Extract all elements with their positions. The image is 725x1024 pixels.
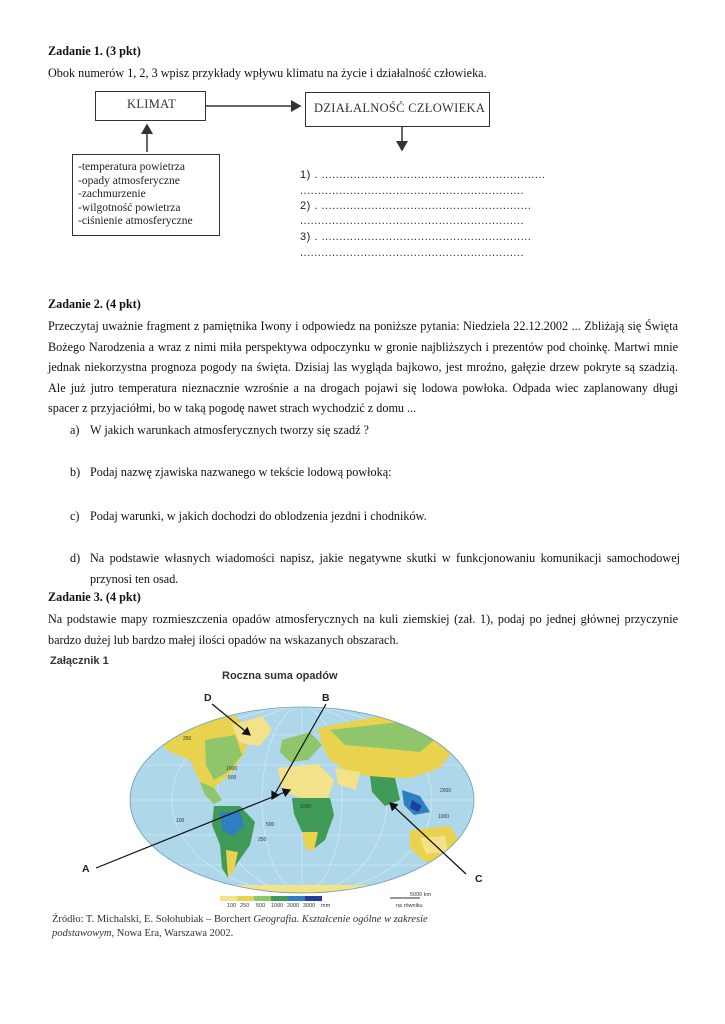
factor-item: -zachmurzenie [78,188,146,200]
isoline-label: 2000 [440,788,452,794]
legend-value: 1000 [271,903,284,909]
answer-line-2b[interactable]: ............................................................... [300,215,525,227]
source-title: Geografia. Kształcenie ogólne w zakresie podstawowym [52,914,428,939]
factor-item: -opady atmosferyczne [78,174,180,187]
legend-swatch [305,896,322,901]
land-masses [130,707,474,893]
question-label: a) [70,423,80,437]
isoline-label: 100 [176,818,185,824]
legend-value: 250 [240,903,250,909]
climate-box-label: KLIMAT [127,97,177,111]
isoline-label: 250 [258,837,267,843]
question-label: c) [70,509,80,523]
question-text: Na podstawie własnych wiadomości napisz, jakie negatywne skutki w funkcjonowaniu komunikacji samochodowej przynosi ten osad. [90,551,680,586]
legend-swatch [271,896,288,901]
human-activity-box-label: DZIAŁALNOŚĆ CZŁOWIEKA [314,101,486,115]
task3-instruction: Na podstawie mapy rozmieszczenia opadów atmosferycznych na kuli ziemskiej (zał. 1), podaj po jednej głównej przyczynie bardzo dużej lub bardzo małej ilości opadów na wskazanych obszarach. [48,612,678,647]
factor-item: -temperatura powietrza [78,161,185,173]
legend-value: 500 [256,903,266,909]
legend-unit: mm [321,903,331,909]
legend-swatch [220,896,237,901]
marker-d: D [204,692,212,704]
isoline-label: 1000 [438,814,450,820]
isoline-label: 500 [228,775,237,781]
map-title: Roczna suma opadów [222,670,338,682]
isoline-label: 1000 [226,766,238,772]
question-label: d) [70,551,81,565]
legend-swatch [288,896,305,901]
factor-item: -ciśnienie atmosferyczne [78,215,193,227]
legend-value: 100 [227,903,237,909]
marker-c: C [475,873,483,885]
answer-line-1[interactable]: 1) . ............................................................... [300,169,546,181]
isoline-label: 1000 [300,804,312,810]
task2-diary-text: Przeczytaj uważnie fragment z pamiętnika Iwony i odpowiedz na poniższe pytania: Niedziela 22.12.2002 ... Zbliżają się Święta Bożego Narodzenia a wraz z nimi miła perspektywa odpoczynku w gronie najbliższych i prezentów pod choinkę. Martwi mnie jednak niekorzystna prognoza pogody na święta. Dzisiaj las wygląda bajkowo, jest mroźno, gałęzie drzew pokryte są szadzią. Ale już jutro temperatura nieznacznie wzrośnie a na drogach pojawi się lodowa powłoka. Odpada wiec zaplanowany długi spacer z przyjaciółmi, bo w taką pogodę nawet strach wychodzić z domu ... [48,319,678,415]
answer-line-1b[interactable]: ............................................................... [300,185,525,197]
question-text: W jakich warunkach atmosferycznych tworzy się szadź ? [90,423,369,437]
map-source [52,913,472,941]
task3-heading: Zadanie 3. (4 pkt) [48,590,141,604]
task2-heading: Zadanie 2. (4 pkt) [48,297,141,311]
task1-heading: Zadanie 1. (3 pkt) [48,44,141,58]
source-prefix: Źródło: T. Michalski, E. Sołohubiak – Borchert [52,914,254,925]
factor-item: -wilgotność powietrza [78,201,181,214]
answer-line-3[interactable]: 3) . ........................................................... [300,231,532,243]
legend-value: 3000 [303,903,316,909]
precipitation-legend [220,896,322,901]
marker-b: B [322,692,330,704]
answer-line-3b[interactable]: ............................................................... [300,247,525,259]
legend-swatch [237,896,254,901]
isoline-label: 500 [266,822,275,828]
question-text: Podaj warunki, w jakich dochodzi do oblodzenia jezdni i chodników. [90,509,427,523]
isoline-label: 250 [183,736,192,742]
answer-line-2[interactable]: 2) . ........................................................... [300,200,532,212]
question-label: b) [70,465,81,479]
question-text: Podaj nazwę zjawiska nazwanego w tekście lodową powłoką: [90,465,392,479]
legend-swatch [254,896,271,901]
scale-label: 5000 km [410,892,432,898]
scale-note: na równiku [396,903,423,909]
legend-value: 2000 [287,903,300,909]
attachment-label: Załącznik 1 [50,655,109,667]
source-suffix: , Nowa Era, Warszawa 2002. [111,928,234,939]
task1-instruction: Obok numerów 1, 2, 3 wpisz przykłady wpływu klimatu na życie i działalność człowieka. [48,66,487,80]
marker-a: A [82,863,90,875]
